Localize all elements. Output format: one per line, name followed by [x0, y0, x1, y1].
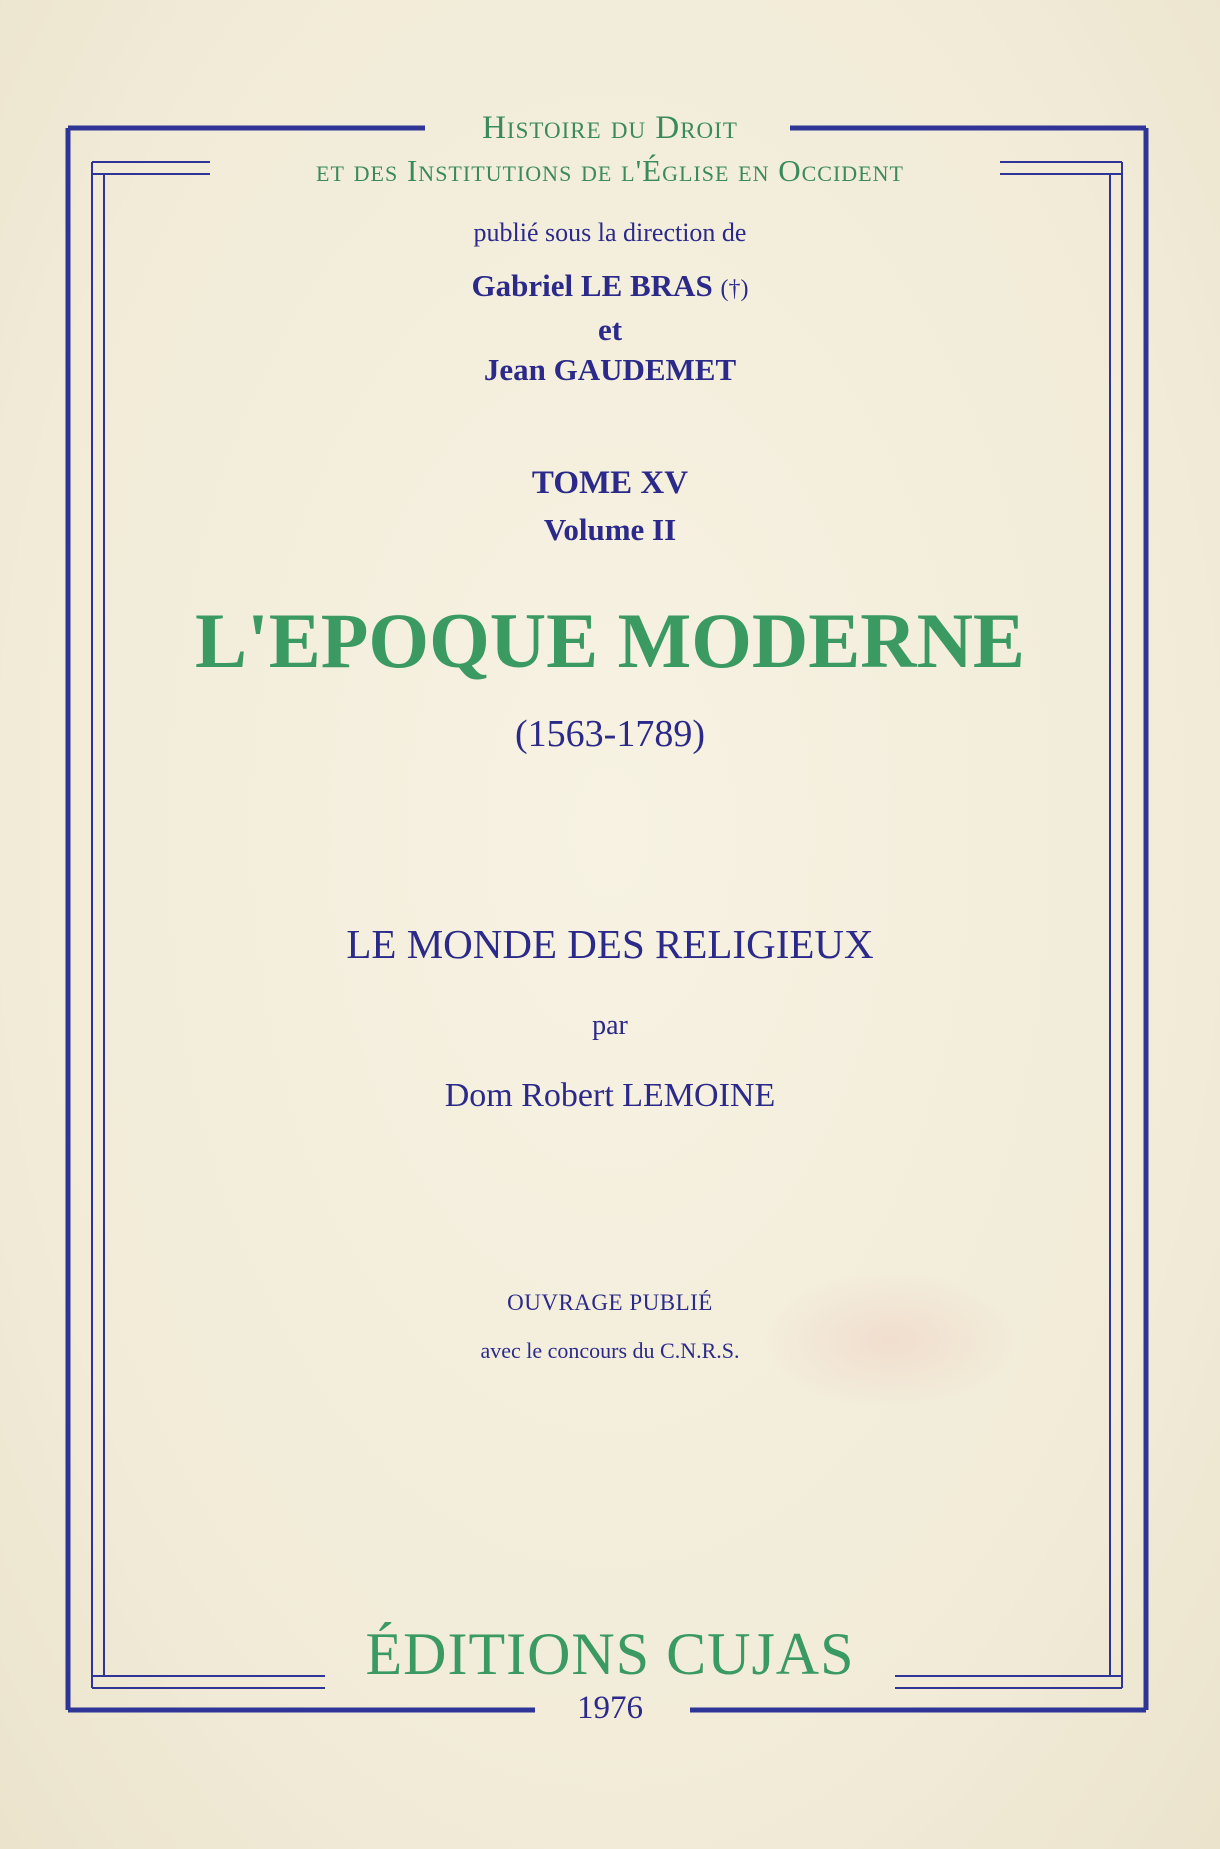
publisher-name: ÉDITIONS CUJAS — [365, 1621, 855, 1687]
publication-year: 1976 — [577, 1690, 643, 1726]
cnrs-note: avec le concours du C.N.R.S. — [480, 1338, 740, 1363]
editor-conjunction: et — [597, 312, 623, 347]
book-title: L'EPOQUE MODERNE — [195, 597, 1025, 684]
volume-number: Volume II — [543, 512, 677, 547]
series-title-line2: et des Institutions de l'Église en Occident — [316, 153, 904, 188]
editor-1-mark: (†) — [720, 276, 749, 302]
editor-1 — [0, 268, 1220, 304]
published-note: OUVRAGE PUBLIÉ — [507, 1290, 713, 1315]
date-range: (1563-1789) — [515, 713, 705, 755]
editor-1-name: Gabriel LE BRAS — [471, 268, 713, 303]
series-title-line1: Histoire du Droit — [482, 110, 738, 146]
editor-2: Jean GAUDEMET — [483, 352, 737, 387]
tome-number: TOME XV — [531, 465, 689, 501]
book-subtitle: LE MONDE DES RELIGIEUX — [346, 921, 874, 967]
by-label: par — [592, 1010, 628, 1041]
author-name: Dom Robert LEMOINE — [444, 1077, 776, 1114]
directed-by: publié sous la direction de — [473, 218, 747, 247]
